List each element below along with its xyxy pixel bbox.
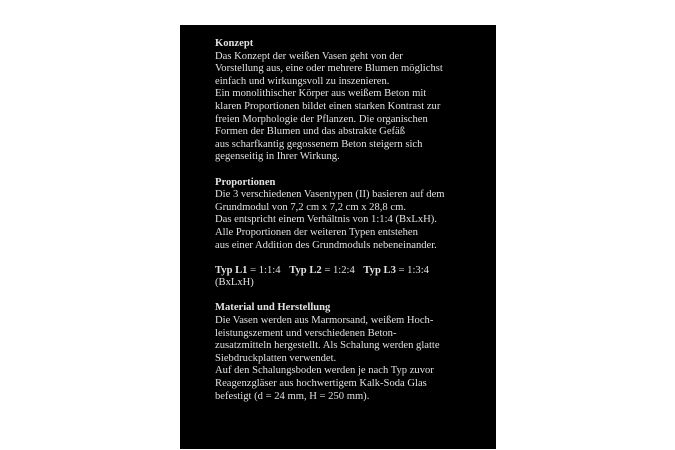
text-line: einfach und wirkungsvoll zu inszenieren. xyxy=(215,75,390,87)
type-ratios xyxy=(215,265,487,290)
document-page xyxy=(180,25,496,449)
type-ratio: = 1:3:4 xyxy=(398,264,429,276)
text-line: Die Vasen werden aus Marmorsand, weißem Hoch- xyxy=(215,315,434,327)
text-line: Reagenzgläser aus hochwertigem Kalk-Soda Glas xyxy=(215,378,427,390)
text-line: Formen der Blumen und das abstrakte Gefäß xyxy=(215,126,406,138)
section-proportionen xyxy=(215,177,487,290)
text-line: Die 3 verschiedenen Vasentypen (II) basieren auf dem xyxy=(215,189,445,201)
text-line: freien Morphologie der Pflanzen. Die organischen xyxy=(215,113,428,125)
section-material xyxy=(215,302,487,403)
text-line: aus scharfkantig gegossenem Beton steigern sich xyxy=(215,138,423,150)
document-content xyxy=(215,38,487,403)
text-line: leistungszement und verschiedenen Beton- xyxy=(215,327,397,339)
type-label: Typ L1 xyxy=(215,264,248,276)
text-line: befestigt (d = 24 mm, H = 250 mm). xyxy=(215,390,370,402)
text-line: Das entspricht einem Verhältnis von 1:1:4 (BxLxH). xyxy=(215,214,437,226)
type-ratio: = 1:1:4 xyxy=(250,264,281,276)
text-line: Alle Proportionen der weiteren Typen entstehen xyxy=(215,226,418,238)
text-line: gegenseitig in Ihrer Wirkung. xyxy=(215,151,340,163)
section-heading: Konzept xyxy=(215,38,254,49)
type-ratio-line xyxy=(215,265,487,278)
text-line: aus einer Addition des Grundmoduls nebeneinander. xyxy=(215,239,437,251)
text-line: Siebdruckplatten verwendet. xyxy=(215,352,337,364)
type-label: Typ L3 xyxy=(363,264,396,276)
text-line: zusatzmitteln hergestellt. Als Schalung werden glatte xyxy=(215,340,440,352)
type-ratio: = 1:2:4 xyxy=(324,264,355,276)
section-heading: Proportionen xyxy=(215,176,276,188)
section-konzept xyxy=(215,38,487,164)
section-heading: Material und Herstellung xyxy=(215,302,331,314)
text-line: Grundmodul von 7,2 cm x 7,2 cm x 28,8 cm. xyxy=(215,201,406,213)
text-line: klaren Proportionen bildet einen starken Kontrast zur xyxy=(215,100,441,112)
type-ratio-unit: (BxLxH) xyxy=(215,277,254,289)
type-label: Typ L2 xyxy=(289,264,322,276)
text-line: Ein monolithischer Körper aus weißem Beton mit xyxy=(215,88,427,100)
text-line: Das Konzept der weißen Vasen geht von der xyxy=(215,50,403,62)
text-line: Auf den Schalungsboden werden je nach Typ zuvor xyxy=(215,365,434,377)
text-line: Vorstellung aus, eine oder mehrere Blumen möglichst xyxy=(215,63,443,75)
